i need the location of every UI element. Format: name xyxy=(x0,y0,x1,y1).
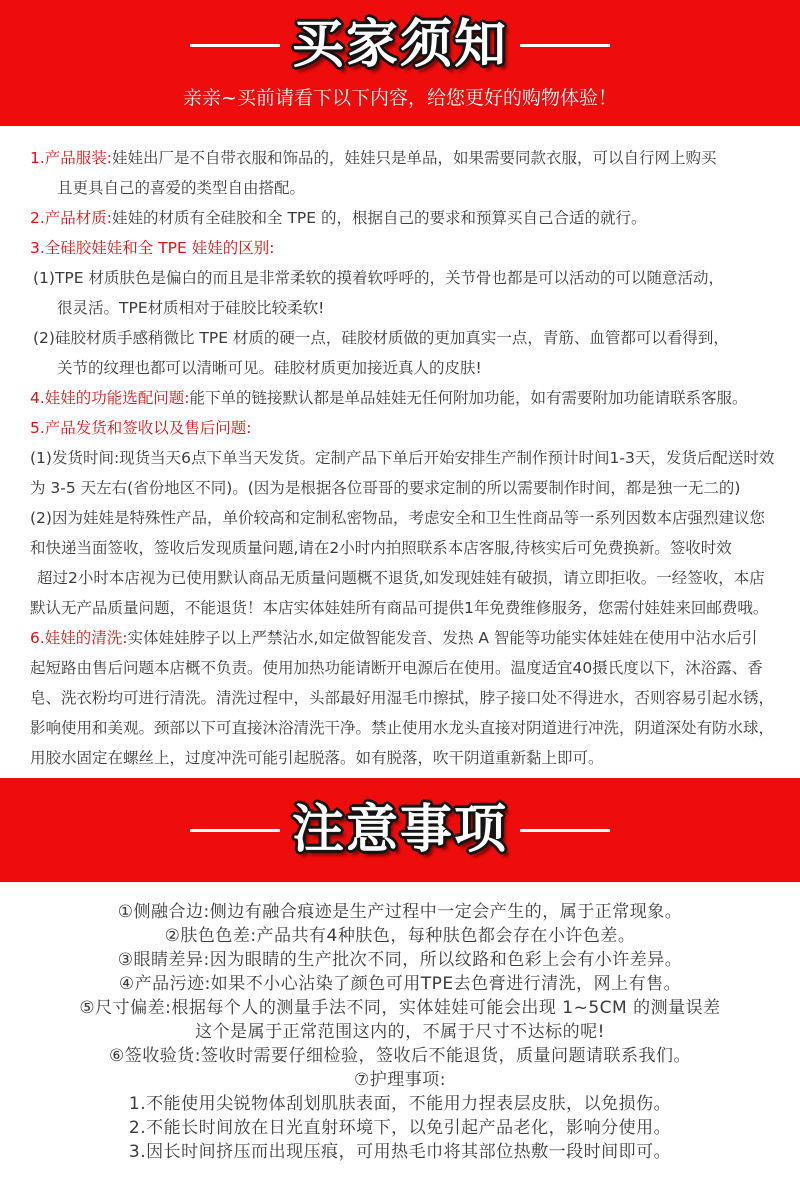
buyer-notice-section xyxy=(0,126,800,778)
title-left-line xyxy=(190,44,280,47)
notice-line xyxy=(0,473,800,503)
caution-line: ⑦护理事项: xyxy=(354,1070,446,1090)
caution-line: 1.不能使用尖锐物体刮划肌肤表面，不能用力捏表层皮肤，以免损伤。 xyxy=(128,1094,672,1114)
notice-line-text: (1)TPE 材质肤色是偏白的而且是非常柔软的摸着软呼呼的，关节骨也都是可以活动的可以随意活动， xyxy=(33,269,724,287)
notice-line-text: 用胶水固定在螺丝上，过度冲洗可能引起脱落。如有脱落，吹干阴道重新黏上即可。 xyxy=(30,749,604,767)
notice-line-label: 6.娃娃的清洗: xyxy=(30,629,128,647)
notice-line-text: 能下单的链接默认都是单品娃娃无任何附加功能，如有需要附加功能请联系客服。 xyxy=(189,389,748,407)
notice-line-text: 关节的纹理也都可以清晰可见。硅胶材质更加接近真人的皮肤! xyxy=(57,359,482,377)
notice-line xyxy=(0,683,800,713)
title-right-line xyxy=(520,829,610,832)
notice-line xyxy=(0,503,800,533)
page-subtitle: 亲亲~买前请看下以下内容，给您更好的购物体验！ xyxy=(183,87,617,109)
caution-line: ⑥签收验货:签收时需要仔细检验，签收后不能退货，质量问题请联系我们。 xyxy=(109,1046,691,1066)
notice-line xyxy=(0,653,800,683)
notice-line xyxy=(0,233,800,263)
notice-line-text: 默认无产品质量问题，不能退货！本店实体娃娃所有商品可提供1年免费维修服务，您需付娃娃来回邮费哦。 xyxy=(30,599,769,617)
caution-title-row xyxy=(0,798,800,862)
notice-line-text: 为 3-5 天左右(省份地区不同)。(因为是根据各位哥哥的要求定制的所以需要制作时间，都是独一无二的) xyxy=(30,479,741,497)
title-right-line xyxy=(520,44,610,47)
header-banner xyxy=(0,0,800,126)
notice-line-text: 实体娃娃脖子以上严禁沾水,如定做智能发音、发热 A 智能等功能实体娃娃在使用中沾水后引 xyxy=(127,629,758,647)
notice-line xyxy=(0,593,800,623)
notice-line-label: 5.产品发货和签收以及售后问题: xyxy=(30,419,252,437)
notice-line-label: 4.娃娃的功能选配问题: xyxy=(30,389,190,407)
notice-line xyxy=(0,203,800,233)
notice-line xyxy=(0,293,800,323)
caution-line: ①侧融合边:侧边有融合痕迹是生产过程中一定会产生的，属于正常现象。 xyxy=(117,902,683,922)
notice-line xyxy=(0,443,800,473)
notice-line xyxy=(0,263,800,293)
caution-section xyxy=(0,882,800,1200)
notice-line xyxy=(0,413,800,443)
notice-line-text: (1)发货时间:现货当天6点下单当天发货。定制产品下单后开始安排生产制作预计时间1-3天，发货后配送时效 xyxy=(30,449,775,467)
notice-line xyxy=(0,323,800,353)
notice-line xyxy=(0,563,800,593)
caution-line: 2.不能长时间放在日光直射环境下，以免引起产品老化，影响分使用。 xyxy=(128,1118,672,1138)
notice-line-text: 影响使用和美观。颈部以下可直接沐浴清洗干净。禁止使用水龙头直接对阴道进行冲洗，阴道深处有防水球， xyxy=(30,719,775,737)
notice-line-label: 1.产品服装: xyxy=(30,149,113,167)
notice-line-text: 和快递当面签收，签收后发现质量问题,请在2小时内拍照联系本店客服,待核实后可免费换新。签收时效 xyxy=(30,539,732,557)
notice-line xyxy=(0,143,800,173)
notice-line-text: 娃娃的材质有全硅胶和全 TPE 的，根据自己的要求和预算买自己合适的就行。 xyxy=(112,209,647,227)
notice-line xyxy=(0,743,800,773)
notice-line-text: (2)因为娃娃是特殊性产品，单价较高和定制私密物品，考虑安全和卫生性商品等一系列因数本店强烈建议您 xyxy=(30,509,765,527)
notice-line-text: 娃娃出厂是不自带衣服和饰品的，娃娃只是单品，如果需要同款衣服，可以自行网上购买 xyxy=(112,149,717,167)
caution-line: ②肤色色差:产品共有4种肤色，每种肤色都会存在小许色差。 xyxy=(164,926,636,946)
header-title-row xyxy=(0,13,800,77)
notice-line xyxy=(0,713,800,743)
notice-line xyxy=(0,353,800,383)
page-title: 买家须知 xyxy=(291,15,508,75)
caution-line: 这个是属于正常范围这内的，不属于尺寸不达标的呢! xyxy=(195,1022,605,1042)
notice-line-text: 起短路由售后问题本店概不负责。使用加热功能请断开电源后在使用。温度适宜40摄氏度以下，沐浴露、香 xyxy=(30,659,763,677)
caution-banner xyxy=(0,778,800,882)
notice-line-text: 超过2小时本店视为已使用默认商品无质量问题概不退货,如发现娃娃有破损，请立即拒收。一经签收，本店 xyxy=(37,569,765,587)
notice-line-label: 2.产品材质: xyxy=(30,209,113,227)
notice-line-text: 很灵活。TPE材质相对于硅胶比较柔软! xyxy=(57,299,325,317)
notice-line-text: 皂、洗衣粉均可进行清洗。清洗过程中，头部最好用湿毛巾擦拭，脖子接口处不得进水，否则容易引起水锈， xyxy=(30,689,775,707)
notice-line-text: 且更具自己的喜爱的类型自由搭配。 xyxy=(57,179,306,197)
notice-line xyxy=(0,623,800,653)
caution-line: ④产品污迹:如果不小心沾染了颜色可用TPE去色膏进行清洗，网上有售。 xyxy=(118,974,682,994)
caution-title: 注意事项 xyxy=(291,800,508,860)
notice-line-text: (2)硅胶材质手感稍微比 TPE 材质的硬一点，硅胶材质做的更加真实一点，青筋、血管都可以看得到， xyxy=(33,329,729,347)
notice-line xyxy=(0,533,800,563)
notice-line xyxy=(0,383,800,413)
caution-line: ⑤尺寸偏差:根据每个人的测量手法不同，实体娃娃可能会出现 1~5CM 的测量误差 xyxy=(79,998,721,1018)
notice-line xyxy=(0,173,800,203)
title-left-line xyxy=(190,829,280,832)
notice-line-label: 3.全硅胶娃娃和全 TPE 娃娃的区别: xyxy=(30,239,275,257)
caution-line: ③眼睛差异:因为眼睛的生产批次不同，所以纹路和色彩上会有小许差异。 xyxy=(117,950,683,970)
caution-line: 3.因长时间挤压而出现压痕，可用热毛巾将其部位热敷一段时间即可。 xyxy=(128,1142,672,1162)
